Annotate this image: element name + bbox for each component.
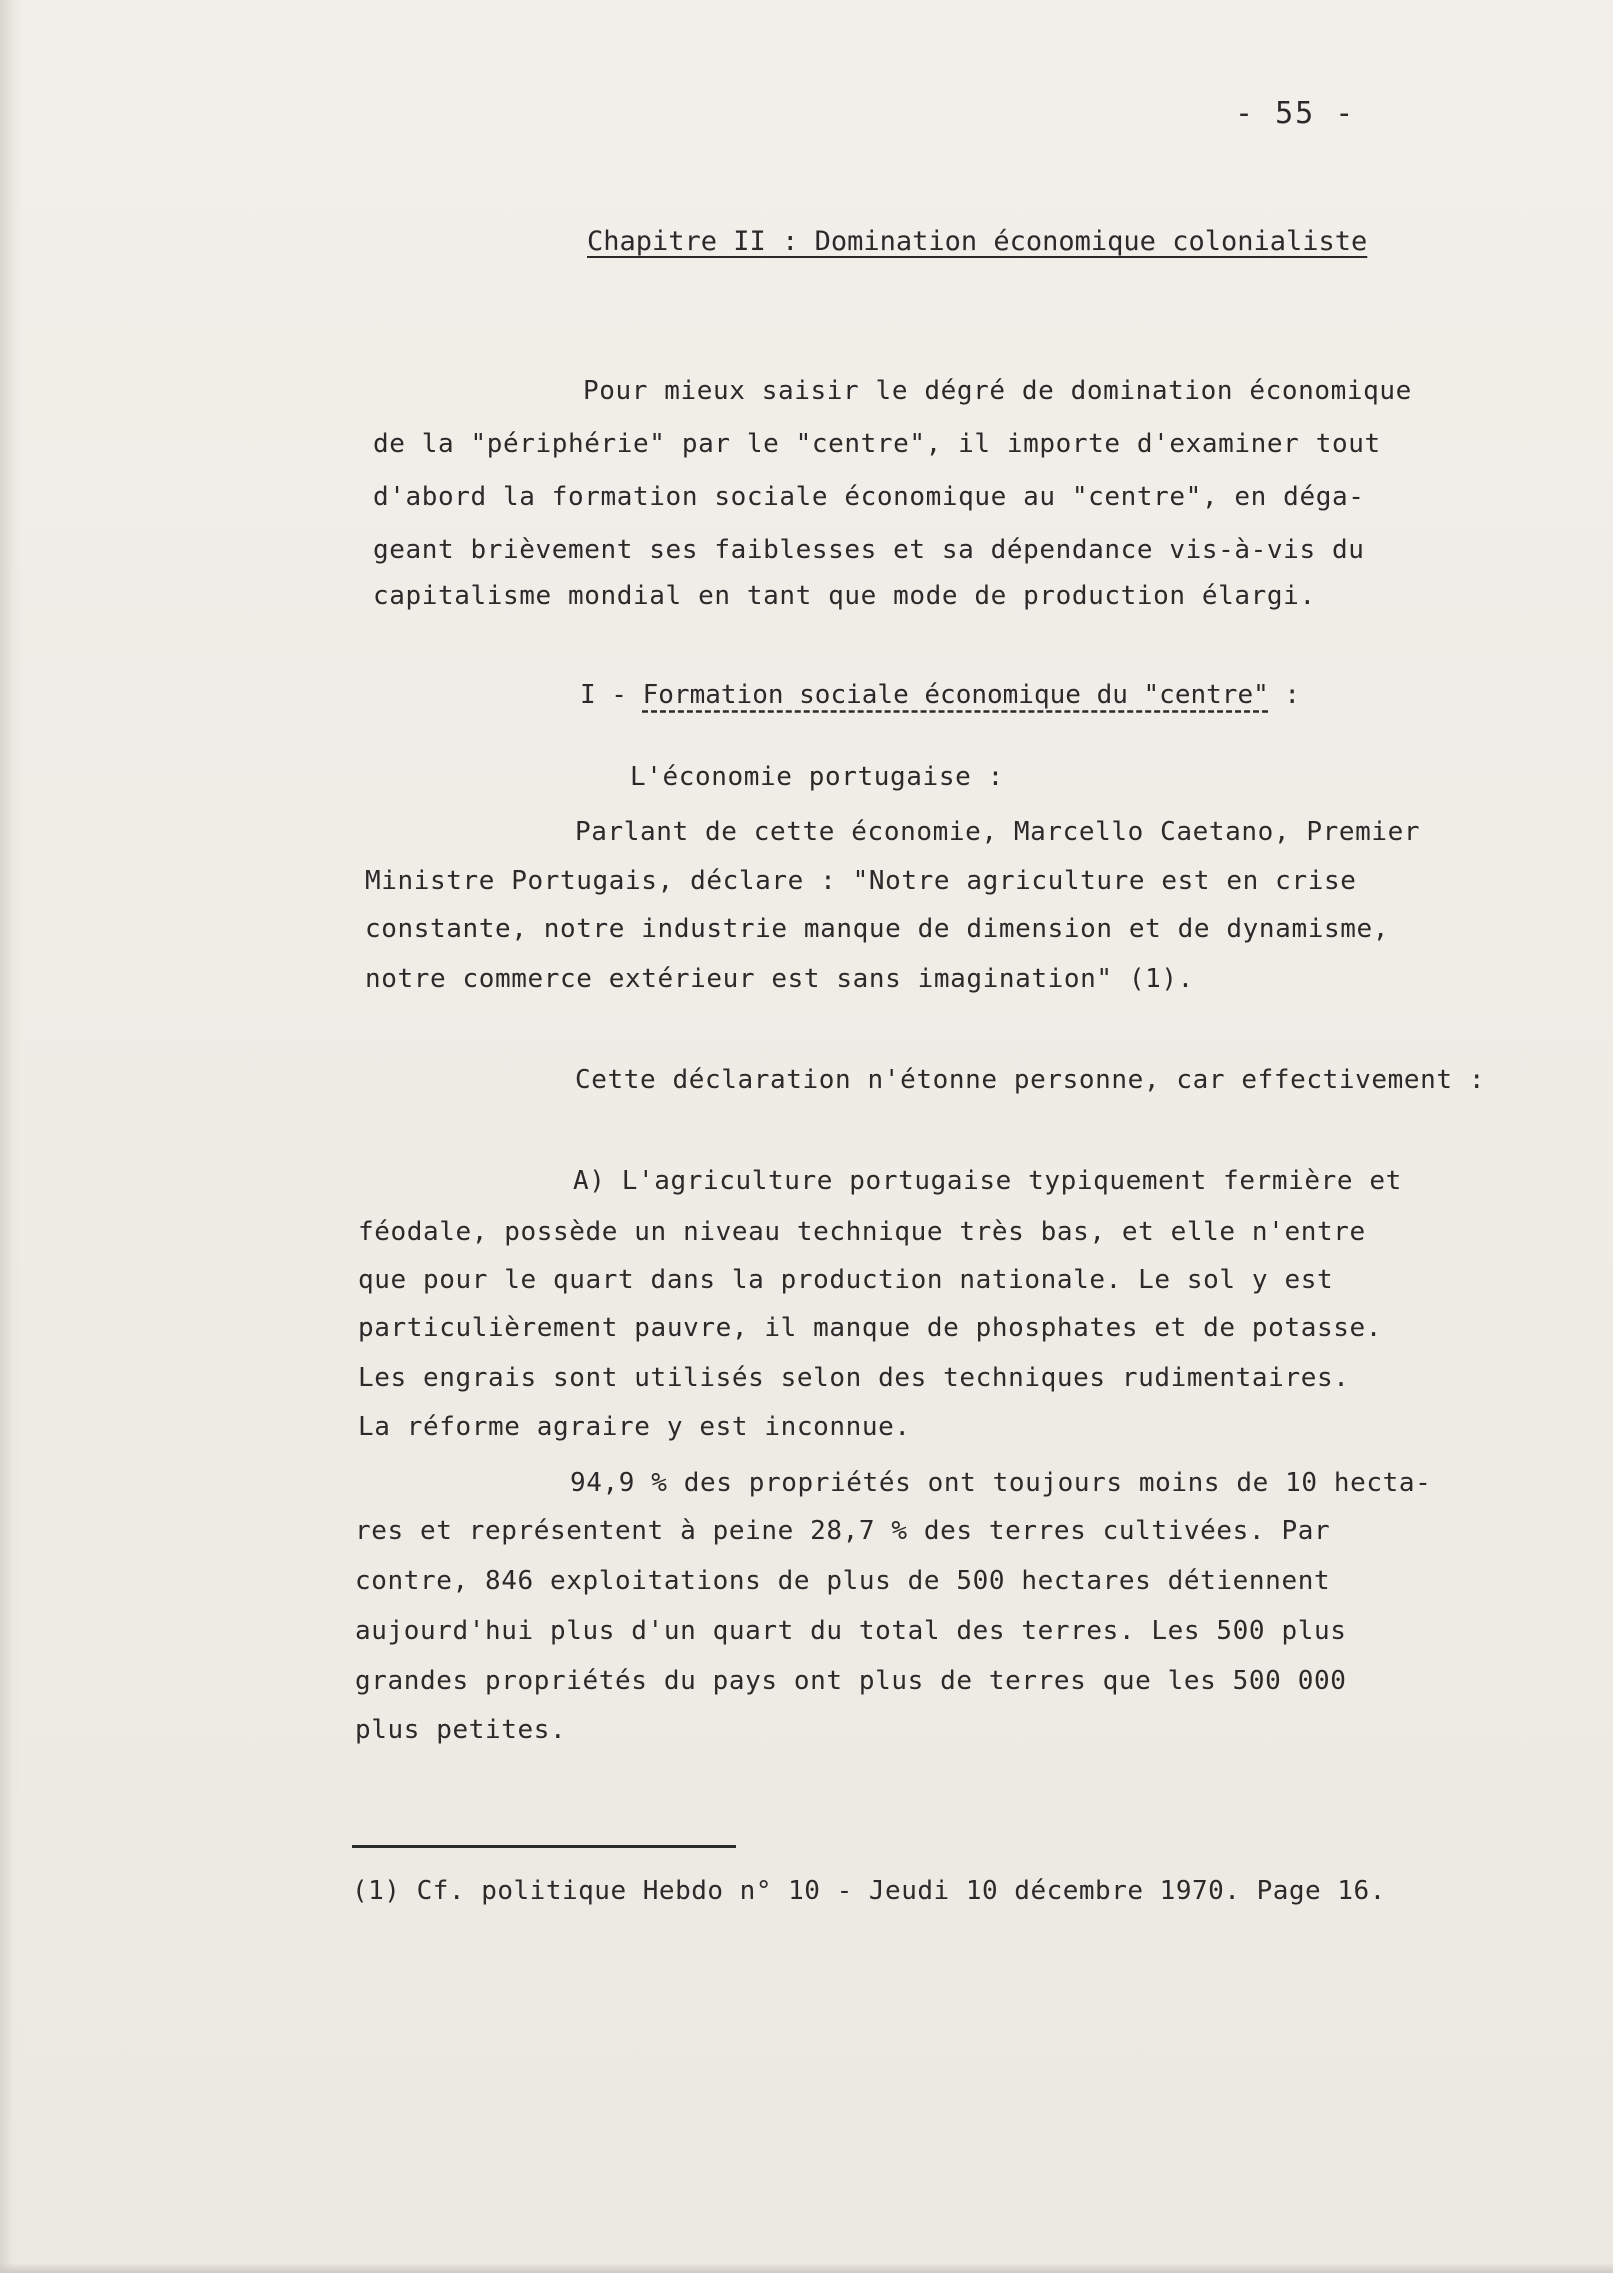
footnote-separator [352, 1845, 736, 1848]
intro-line: Pour mieux saisir le dégré de domination économique [583, 376, 1412, 406]
statistics-line: 94,9 % des propriétés ont toujours moins de 10 hecta- [570, 1468, 1432, 1498]
statistics-line: plus petites. [355, 1715, 567, 1745]
quote-line: notre commerce extérieur est sans imagination" (1). [365, 964, 1194, 994]
agriculture-line: féodale, possède un niveau technique très bas, et elle n'entre [358, 1217, 1366, 1247]
subsection-title: L'économie portugaise : [630, 762, 1004, 792]
chapter-title: Chapitre II : Domination économique colonialiste [587, 226, 1368, 257]
quote-line: constante, notre industrie manque de dimension et de dynamisme, [365, 914, 1389, 944]
page-bottom-edge [0, 2263, 1613, 2273]
agriculture-line: que pour le quart dans la production nationale. Le sol y est [358, 1265, 1334, 1295]
agriculture-line: particulièrement pauvre, il manque de phosphates et de potasse. [358, 1313, 1382, 1343]
agriculture-line: Les engrais sont utilisés selon des techniques rudimentaires. [358, 1363, 1350, 1393]
statistics-line: aujourd'hui plus d'un quart du total des terres. Les 500 plus [355, 1616, 1347, 1646]
agriculture-line: A) L'agriculture portugaise typiquement fermière et [573, 1166, 1402, 1196]
intro-line: capitalisme mondial en tant que mode de production élargi. [373, 581, 1316, 611]
intro-line: de la "périphérie" par le "centre", il importe d'examiner tout [373, 429, 1381, 459]
section-number: I - [580, 680, 643, 710]
footnote: (1) Cf. politique Hebdo n° 10 - Jeudi 10 décembre 1970. Page 16. [352, 1876, 1386, 1906]
page-edge-shadow [0, 0, 22, 2273]
intro-line: d'abord la formation sociale économique au "centre", en déga- [373, 482, 1365, 512]
statistics-line: contre, 846 exploitations de plus de 500 hectares détiennent [355, 1566, 1331, 1596]
statistics-line: grandes propriétés du pays ont plus de terres que les 500 000 [355, 1666, 1347, 1696]
quote-line: Ministre Portugais, déclare : "Notre agriculture est en crise [365, 866, 1357, 896]
section-heading [580, 680, 1300, 710]
intro-line: geant brièvement ses faiblesses et sa dépendance vis-à-vis du [373, 535, 1365, 565]
page-number: - 55 - [1235, 96, 1356, 131]
quote-line: Parlant de cette économie, Marcello Caetano, Premier [575, 817, 1421, 847]
section-title: Formation sociale économique du "centre" [642, 680, 1269, 710]
agriculture-line: La réforme agraire y est inconnue. [358, 1412, 911, 1442]
declaration-line: Cette déclaration n'étonne personne, car effectivement : [575, 1065, 1486, 1095]
section-suffix: : [1268, 680, 1301, 710]
statistics-line: res et représentent à peine 28,7 % des terres cultivées. Par [355, 1516, 1331, 1546]
